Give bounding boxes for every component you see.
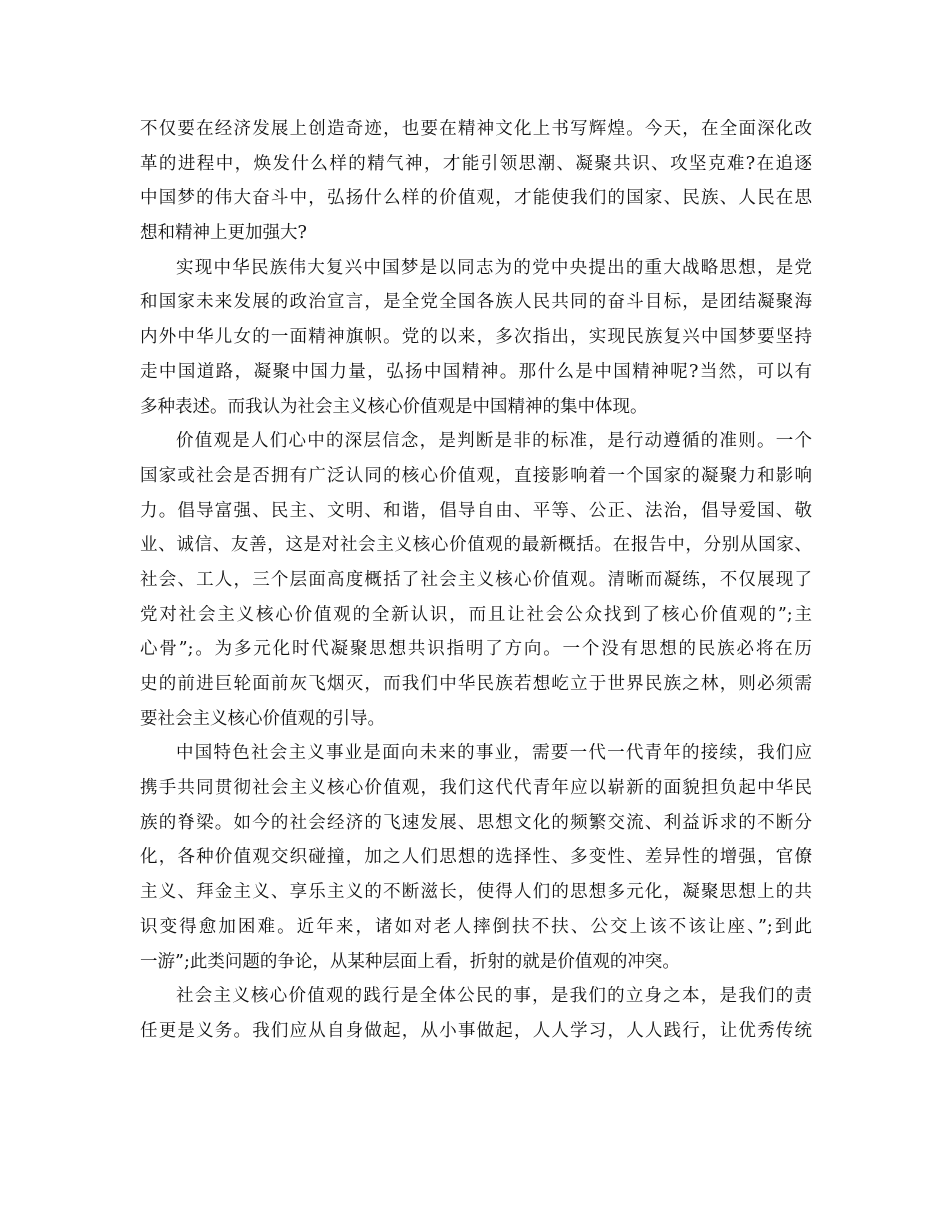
- text-line: 中国梦的伟大奋斗中，弘扬什么样的价值观，才能使我们的国家、民族、人民在思: [140, 188, 812, 209]
- paragraph-first-line: 中国特色社会主义事业是面向未来的事业，需要一代一代青年的接续，我们应: [176, 743, 812, 764]
- text-line: 识变得愈加困难。近年来，诸如对老人摔倒扶不扶、公交上该不该让座、”;到此: [140, 916, 812, 937]
- text-line: 社会、工人，三个层面高度概括了社会主义核心价值观。清晰而凝练，不仅展现了: [140, 569, 812, 590]
- text-line: 族的脊梁。如今的社会经济的飞速发展、思想文化的频繁交流、利益诉求的不断分: [140, 812, 812, 833]
- text-line: 党对社会主义核心价值观的全新认识，而且让社会公众找到了核心价值观的”;主: [140, 604, 812, 625]
- text-line: 任更是义务。我们应从自身做起，从小事做起，人人学习，人人践行，让优秀传统: [140, 1020, 812, 1041]
- text-line: 一游”;此类问题的争论，从某种层面上看，折射的就是价值观的冲突。: [140, 951, 680, 972]
- text-line: 业、诚信、友善，这是对社会主义核心价值观的最新概括。在报告中，分别从国家、: [140, 535, 812, 556]
- text-line: 多种表述。而我认为社会主义核心价值观是中国精神的集中体现。: [140, 396, 648, 417]
- text-line: 内外中华儿女的一面精神旗帜。党的以来，多次指出，实现民族复兴中国梦要坚持: [140, 327, 812, 348]
- text-line: 走中国道路，凝聚中国力量，弘扬中国精神。那什么是中国精神呢?当然，可以有: [140, 361, 812, 382]
- text-line: 力。倡导富强、民主、文明、和谐，倡导自由、平等、公正、法治，倡导爱国、敬: [140, 500, 812, 521]
- paragraph-first-line: 实现中华民族伟大复兴中国梦是以同志为的党中央提出的重大战略思想，是党: [176, 257, 812, 278]
- text-line: 想和精神上更加强大?: [140, 223, 307, 244]
- text-line: 要社会主义核心价值观的引导。: [140, 708, 385, 729]
- text-line: 史的前进巨轮面前灰飞烟灭，而我们中华民族若想屹立于世界民族之林，则必须需: [140, 674, 812, 694]
- text-line: 革的进程中，焕发什么样的精气神，才能引领思潮、凝聚共识、攻坚克难?在追逐: [140, 153, 812, 174]
- document-body: [140, 112, 812, 1049]
- paragraph-first-line: 价值观是人们心中的深层信念，是判断是非的标准，是行动遵循的准则。一个: [176, 431, 812, 452]
- text-line: 心骨”;。为多元化时代凝聚思想共识指明了方向。一个没有思想的民族必将在历: [140, 639, 812, 660]
- text-line: 不仅要在经济发展上创造奇迹，也要在精神文化上书写辉煌。今天，在全面深化改: [140, 119, 812, 139]
- paragraph-first-line: 社会主义核心价值观的践行是全体公民的事，是我们的立身之本，是我们的责: [176, 986, 812, 1007]
- text-line: 主义、拜金主义、享乐主义的不断滋长，使得人们的思想多元化，凝聚思想上的共: [140, 882, 812, 903]
- text-line: 国家或社会是否拥有广泛认同的核心价值观，直接影响着一个国家的凝聚力和影响: [140, 465, 812, 486]
- text-line: 携手共同贯彻社会主义核心价值观，我们这代代青年应以崭新的面貌担负起中华民: [140, 778, 812, 799]
- text-line: 和国家未来发展的政治宣言，是全党全国各族人民共同的奋斗目标，是团结凝聚海: [140, 292, 812, 313]
- text-line: 化，各种价值观交织碰撞，加之人们思想的选择性、多变性、差异性的增强，官僚: [140, 847, 812, 868]
